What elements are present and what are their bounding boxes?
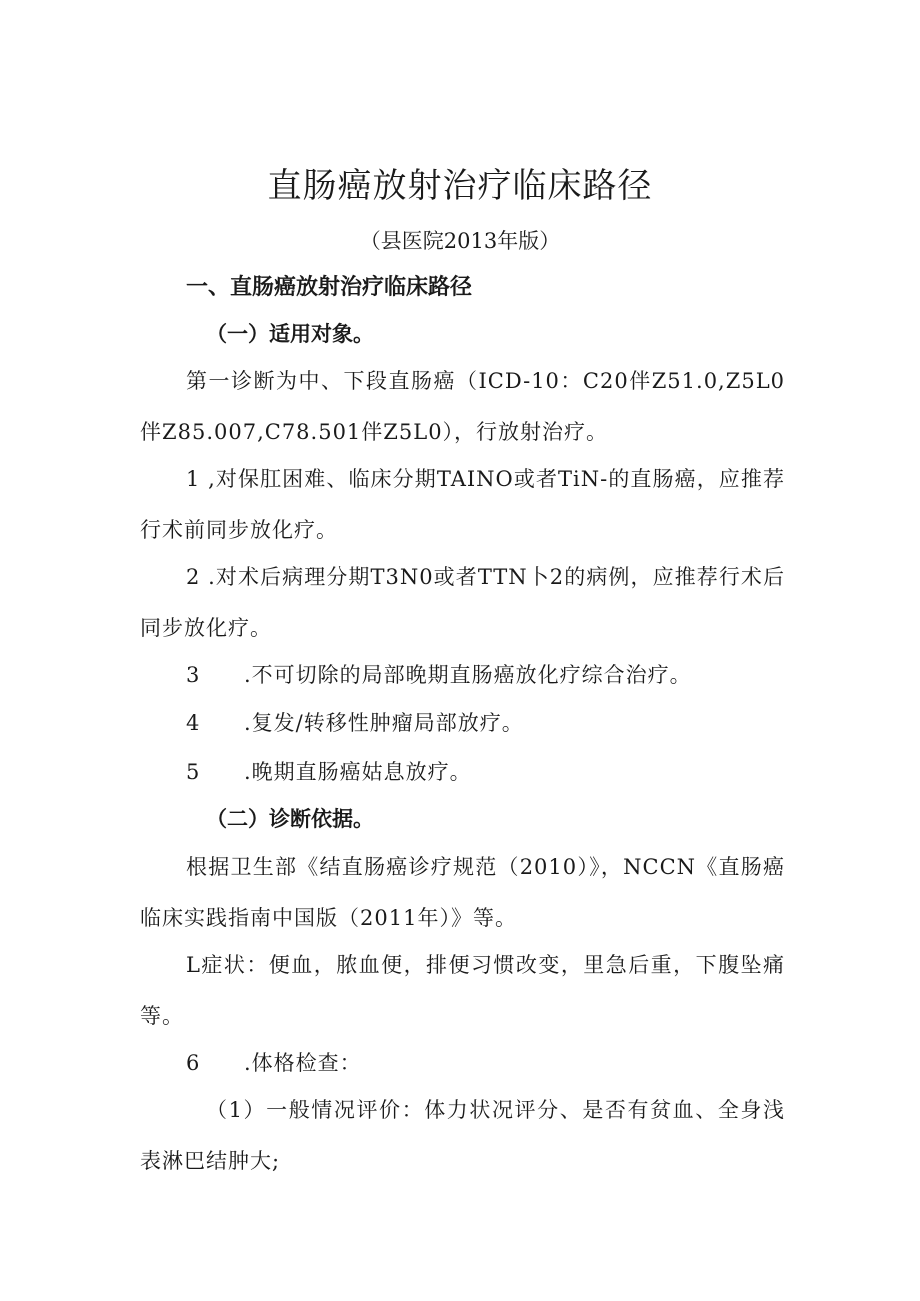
list-item-5-number: 5	[186, 760, 201, 784]
section-heading-1: 一、直肠癌放射治疗临床路径	[186, 275, 473, 300]
list-item-6-text: .体格检查：	[244, 1051, 362, 1075]
document-subtitle: （县医院2013年版）	[359, 229, 561, 253]
paragraph-item-2: 2 .对术后病理分期T3N0或者TTN卜2的病例，应推荐行术后同步放化疗。	[140, 565, 785, 640]
paragraph-item-1: 1 ,对保肛困难、临床分期TAINO或者TiN-的直肠癌，应推荐行术前同步放化疗。	[140, 467, 785, 542]
paragraph-first-diagnosis: 第一诊断为中、下段直肠癌（ICD-10：C20伴Z51.0,Z5L0伴Z85.007,C78.501伴Z5L0），行放射治疗。	[140, 369, 785, 444]
list-item-4-text: .复发/转移性肿瘤局部放疗。	[244, 711, 524, 735]
list-item-3	[186, 660, 692, 690]
list-item-5-text: .晚期直肠癌姑息放疗。	[244, 760, 472, 784]
list-item-4-number: 4	[186, 711, 201, 735]
document-title: 直肠癌放射治疗临床路径	[267, 166, 653, 206]
list-item-6-number: 6	[186, 1051, 201, 1075]
paragraph-diagnosis-basis: 根据卫生部《结直肠癌诊疗规范（2010）》，NCCN《直肠癌临床实践指南中国版（2011年）》等。	[140, 855, 785, 930]
list-item-5	[186, 757, 472, 787]
subsection-heading-applicable-objects: （一）适用对象。	[206, 322, 374, 346]
list-item-3-text: .不可切除的局部晚期直肠癌放化疗综合治疗。	[244, 663, 692, 687]
list-item-6	[186, 1048, 362, 1078]
list-item-3-number: 3	[186, 663, 201, 687]
paragraph-general-exam: （1）一般情况评价：体力状况评分、是否有贫血、全身浅表淋巴结肿大;	[140, 1098, 785, 1173]
paragraph-symptoms: L症状：便血，脓血便，排便习惯改变，里急后重，下腹坠痛等。	[140, 953, 785, 1028]
subsection-heading-diagnosis-basis: （二）诊断依据。	[206, 807, 374, 831]
list-item-4	[186, 708, 524, 738]
